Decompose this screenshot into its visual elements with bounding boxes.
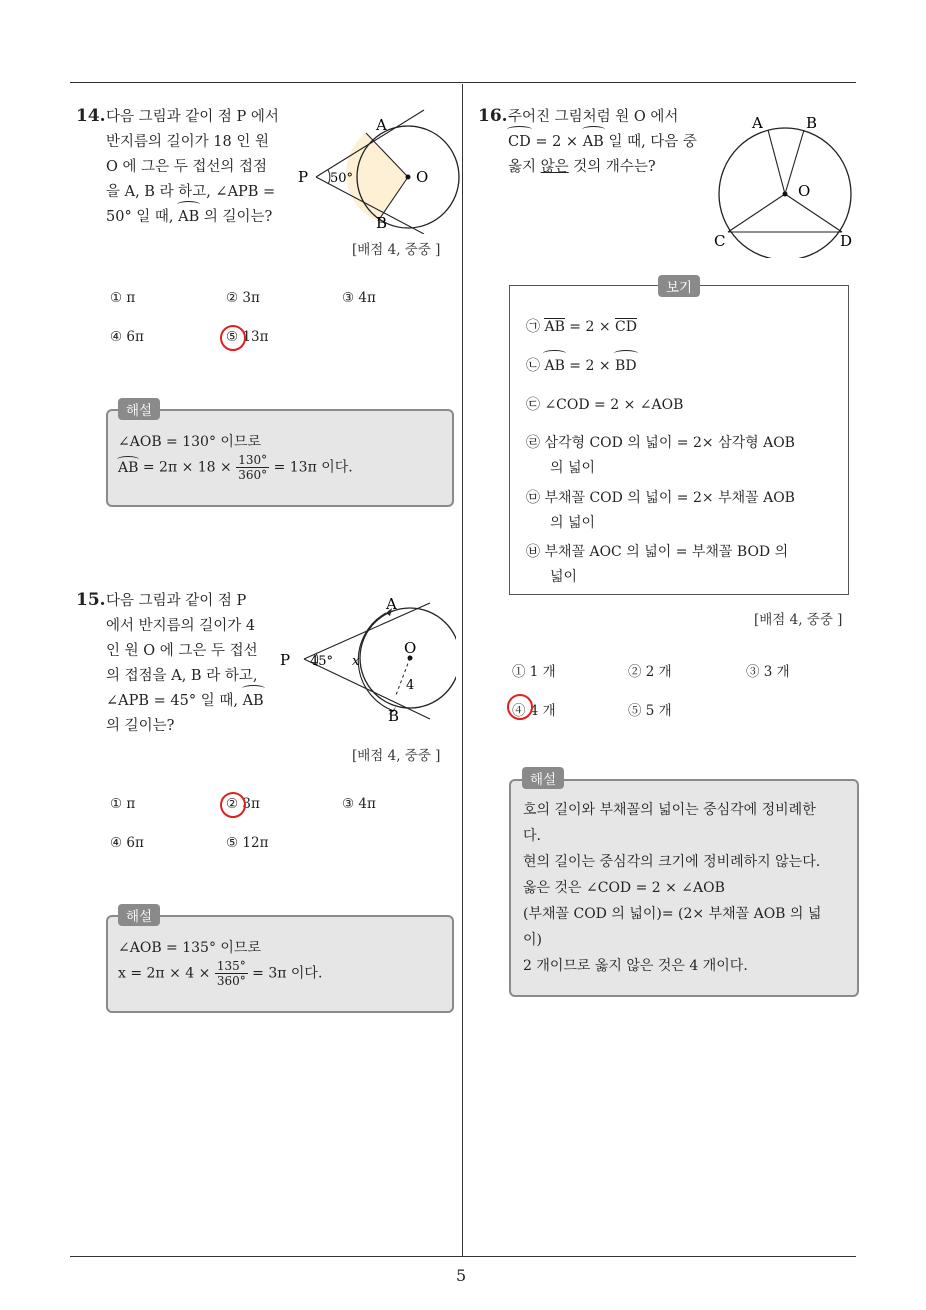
bottom-rule	[70, 1256, 856, 1257]
q16-choice-1[interactable]: ① 1 개	[512, 664, 556, 680]
q15-choice-2[interactable]: ② 3π	[226, 796, 260, 812]
q15-choice-4[interactable]: ④ 6π	[110, 835, 144, 851]
answer-mark-icon	[220, 325, 246, 351]
bogi-box	[509, 285, 849, 595]
q16-choice-2[interactable]: ② 2 개	[628, 664, 672, 680]
bogi-item-3: ㉢ ∠COD = 2 × ∠AOB	[526, 397, 684, 413]
q16-solution-box: 호의 길이와 부채꼴의 넓이는 중심각에 정비례한 다. 현의 길이는 중심각의 크기에 정비례하지 않는다. 옳은 것은 ∠COD = 2 × ∠AOB (부채꼴 COD 의 넓이)= (2× 부채꼴 AOB 의 넓 이) 2 개이므로 옳지 않은 것은 4 개이다.	[509, 779, 859, 997]
q14-line: 을 A, B 라 하고, ∠APB =	[106, 184, 276, 200]
q15-solution-box: ∠AOB = 135° 이므로 x = 2π × 4 × $\frac{135^\circ}{360^\circ}$ = 3π 이다.	[106, 915, 454, 1013]
bogi-item-2: ㉡ AB = 2 × BD	[526, 354, 637, 379]
q16-choice-3[interactable]: ③ 3 개	[746, 664, 790, 680]
label-o: O	[416, 168, 429, 186]
q14-line: 다음 그림과 같이 점 P 에서	[106, 109, 279, 125]
label-b: B	[376, 214, 388, 232]
label-o: O	[404, 639, 417, 657]
q16-figure	[706, 108, 856, 258]
q15-choice-1[interactable]: ① π	[110, 796, 136, 812]
label-o: O	[798, 182, 811, 200]
answer-mark-icon	[220, 792, 246, 818]
bogi-tag: 보기	[658, 275, 700, 297]
q16-meta: [배점 4, 중중 ]	[754, 612, 843, 628]
label-d: D	[840, 232, 853, 250]
label-c: C	[714, 232, 726, 250]
sector-aob	[346, 133, 408, 221]
label-p: P	[298, 168, 309, 186]
q14-number: 14.	[76, 106, 106, 126]
q15-meta: [배점 4, 중중 ]	[352, 748, 441, 764]
q15-solution-tag: 해설	[118, 904, 160, 926]
label-b: B	[806, 114, 818, 132]
q14-solution-box	[106, 409, 454, 507]
label-a: A	[386, 595, 397, 613]
column-divider	[462, 84, 463, 1256]
label-a: A	[752, 114, 763, 132]
bogi-item-6: ㉥ 부채꼴 AOC 의 넓이 = 부채꼴 BOD 의 넓이	[526, 544, 789, 585]
q14-figure	[290, 106, 460, 234]
q16-choice-5[interactable]: ⑤ 5 개	[628, 703, 672, 719]
fraction: $\frac{135^\circ}{360^\circ}$	[216, 959, 246, 988]
answer-mark-icon	[507, 694, 533, 720]
q14-line: 반지름의 길이가 18 인 원	[106, 134, 269, 150]
q14-meta: [배점 4, 중중 ]	[352, 242, 441, 258]
label-a: A	[376, 116, 387, 134]
q14-line: O 에 그은 두 접선의 접점	[106, 159, 267, 175]
q15-figure	[276, 595, 456, 725]
label-p: P	[280, 651, 291, 669]
q15-choice-5[interactable]: ⑤ 12π	[226, 835, 269, 851]
q16-solution-tag: 해설	[522, 767, 564, 789]
q14-solution-tag: 해설	[118, 398, 160, 420]
q14-sol-line1: ∠AOB = 130° 이므로	[118, 434, 261, 450]
bogi-item-1: ㉠ AB = 2 × CD	[526, 319, 637, 335]
q16-number: 16.	[478, 106, 508, 126]
bogi-item-4: ㉣ 삼각형 COD 의 넓이 = 2× 삼각형 AOB 의 넓이	[526, 435, 795, 476]
q14-sol-line2: AB = 2π × 18 × $\frac{130^\circ}{360^\circ}$ = 13π 이다.	[118, 453, 353, 482]
q15-number: 15.	[76, 590, 106, 610]
label-b: B	[388, 707, 400, 725]
q14-choice-5[interactable]: ⑤ 13π	[226, 329, 269, 345]
label-x: x	[352, 654, 360, 669]
q14-line: 50° 일 때, AB 의 길이는?	[106, 205, 296, 230]
q15-choice-3[interactable]: ③ 4π	[342, 796, 376, 812]
label-radius: 4	[406, 678, 415, 693]
arc-ab: AB	[178, 205, 199, 230]
q14-choice-1[interactable]: ① π	[110, 290, 136, 306]
q16-text: 주어진 그림처럼 원 O 에서 CD = 2 × AB 일 때, 다음 중 옳지 않은 것의 개수는?	[508, 109, 697, 175]
q14-text	[106, 105, 296, 230]
top-rule	[70, 82, 856, 83]
q15-text: 다음 그림과 같이 점 P 에서 반지름의 길이가 4 인 원 O 에 그은 두 접선 의 접점을 A, B 라 하고, ∠APB = 45° 일 때, AB 의 길이는?	[106, 593, 264, 734]
page-number: 5	[456, 1266, 467, 1285]
q14-choice-4[interactable]: ④ 6π	[110, 329, 144, 345]
q14-choice-3[interactable]: ③ 4π	[342, 290, 376, 306]
q16-choice-4[interactable]: ④ 4 개	[512, 703, 556, 719]
fraction: $\frac{130^\circ}{360^\circ}$	[238, 453, 268, 482]
label-angle: 50°	[330, 171, 354, 186]
q14-choice-2[interactable]: ② 3π	[226, 290, 260, 306]
bogi-item-5: ㉤ 부채꼴 COD 의 넓이 = 2× 부채꼴 AOB 의 넓이	[526, 490, 795, 531]
label-angle: 45°	[310, 654, 334, 669]
